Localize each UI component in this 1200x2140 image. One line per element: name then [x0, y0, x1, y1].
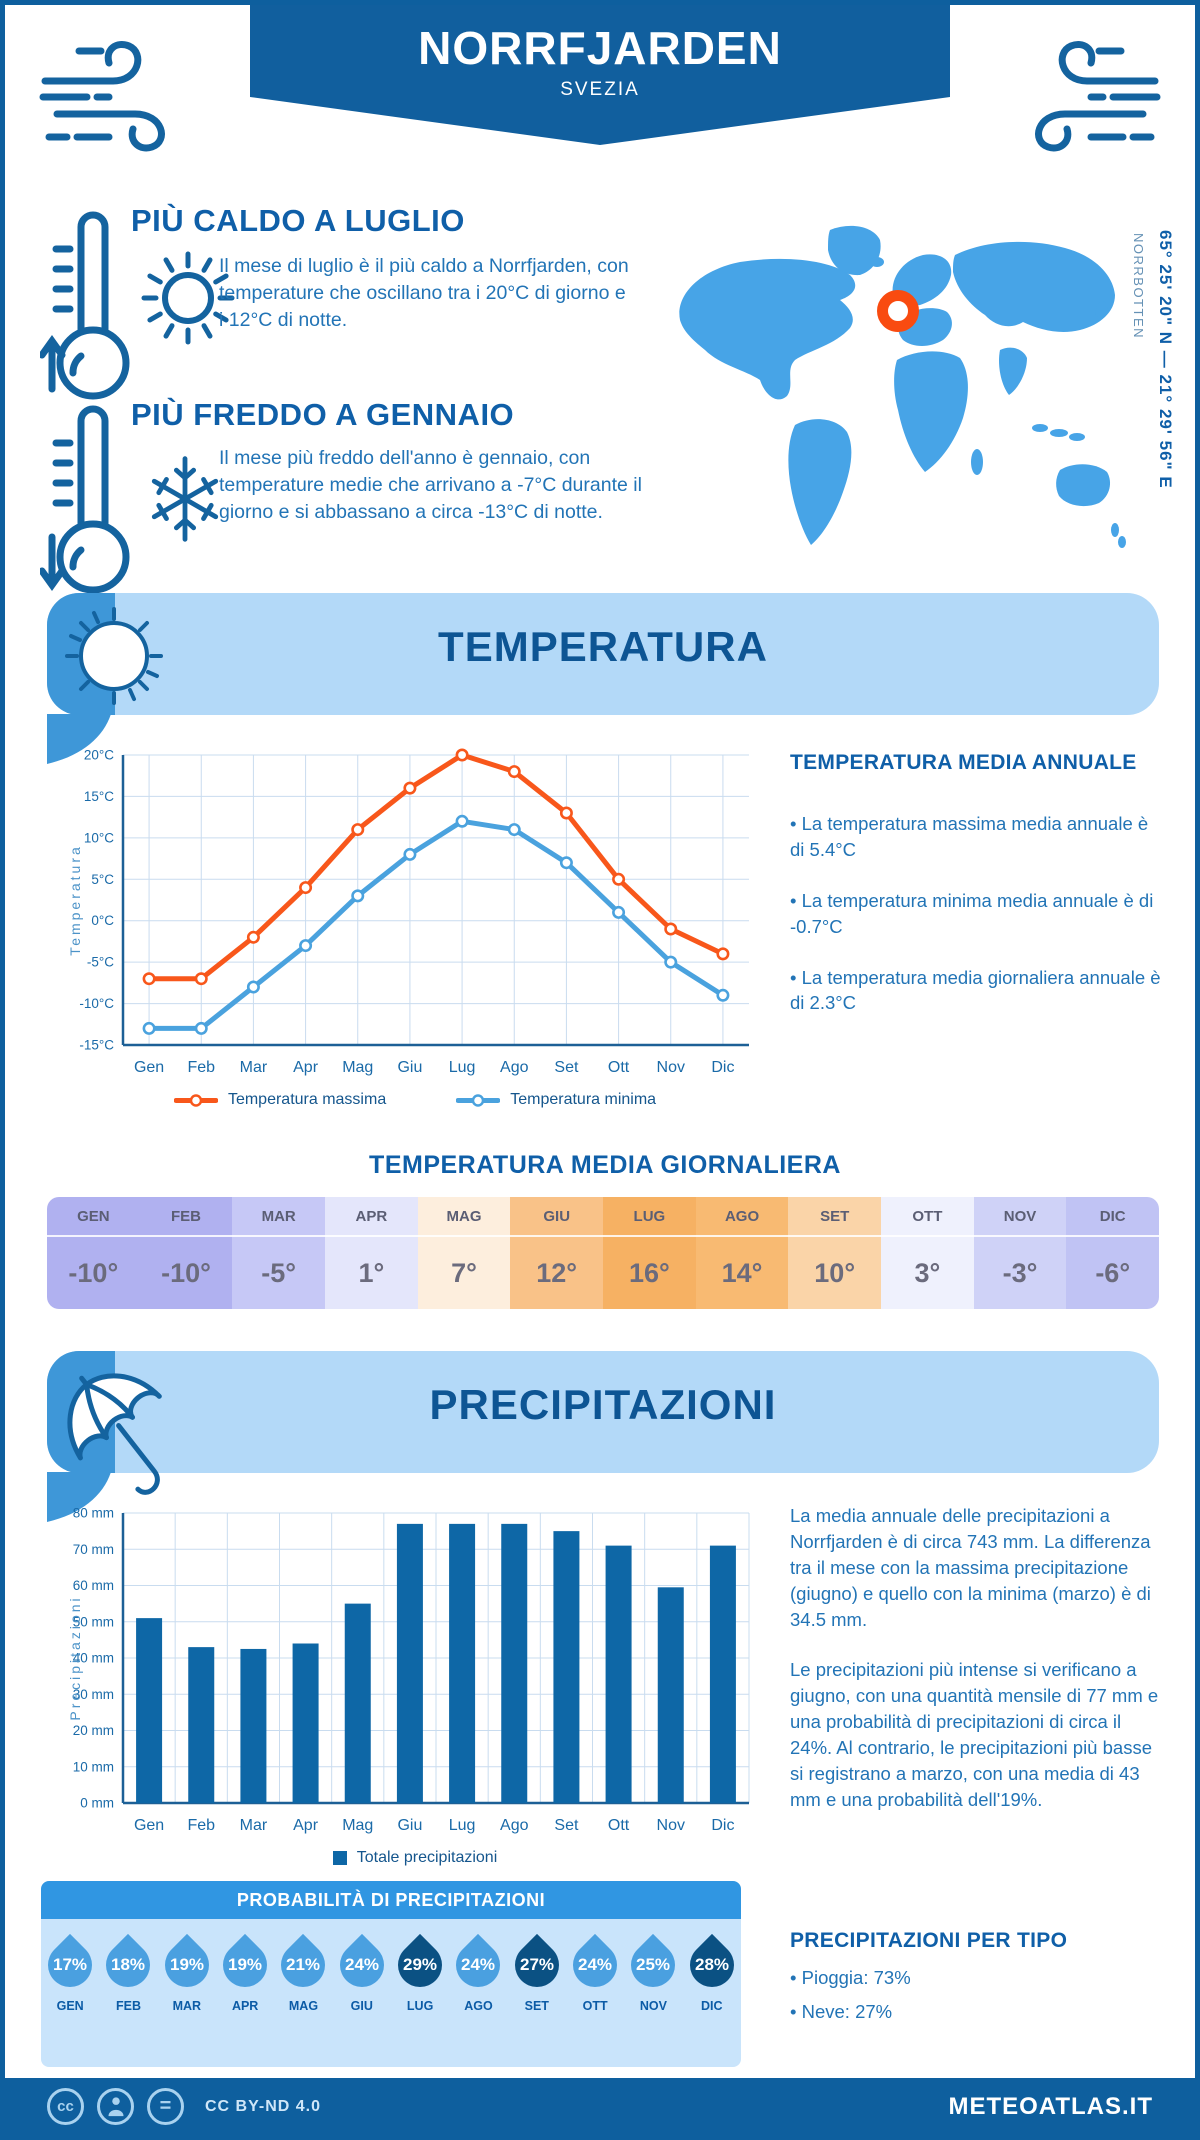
probability-column	[569, 1943, 621, 2013]
daily-temp-cell	[325, 1197, 418, 1309]
svg-text:10°C: 10°C	[83, 830, 114, 846]
probability-column	[336, 1943, 388, 2013]
svg-text:Dic: Dic	[711, 1817, 735, 1834]
svg-text:60 mm: 60 mm	[72, 1578, 114, 1593]
equals-icon: =	[147, 2088, 184, 2125]
temperature-value: -6°	[1095, 1257, 1131, 1288]
droplet-icon: 17%	[39, 1934, 101, 1996]
temperature-value: -10°	[68, 1257, 119, 1288]
annual-temp-bullets	[790, 811, 1162, 1041]
svg-text:Ago: Ago	[500, 1817, 529, 1834]
coordinates-label: 65° 25' 20" N — 21° 29' 56" E	[1156, 230, 1175, 489]
daily-temp-cell	[510, 1197, 603, 1309]
precipitation-paragraph: La media annuale delle precipitazioni a Norrfjarden è di circa 743 mm. La differenza tra il mese con la massima precipitazione (giugno) e quello con la minima (marzo) è di 34.5 mm.	[790, 1505, 1151, 1630]
month-label: APR	[231, 1999, 259, 2013]
svg-text:80 mm: 80 mm	[72, 1505, 114, 1521]
droplet-icon: 24%	[331, 1934, 393, 1996]
legend-label: Totale precipitazioni	[356, 1849, 498, 1866]
annual-temp-heading: TEMPERATURA MEDIA ANNUALE	[790, 751, 1137, 774]
person-icon	[97, 2088, 134, 2125]
precipitation-banner-title: PRECIPITAZIONI	[429, 1381, 777, 1428]
month-label: SET	[524, 1999, 549, 2013]
month-label: APR	[325, 1197, 418, 1237]
page-title: NORRFJARDEN	[418, 22, 782, 74]
droplet-icon: 27%	[506, 1934, 568, 1996]
droplet-icon: 19%	[156, 1934, 218, 1996]
droplet-icon: 21%	[272, 1934, 334, 1996]
svg-text:5°C: 5°C	[91, 871, 114, 887]
svg-text:50 mm: 50 mm	[72, 1614, 114, 1630]
probability-column	[161, 1943, 213, 2013]
site-label: METEOATLAS.IT	[948, 2092, 1153, 2120]
cold-month-text: Il mese più freddo dell'anno è gennaio, con temperature medie che arrivano a -7°C durante il giorno e si abbassano a circa -13°C di notte.	[219, 447, 642, 523]
precip-type-heading: PRECIPITAZIONI PER TIPO	[790, 1929, 1068, 1952]
svg-text:Feb: Feb	[187, 1059, 216, 1076]
month-label: FEB	[115, 1999, 141, 2013]
svg-text:-10°C: -10°C	[79, 996, 114, 1012]
footer-bar	[5, 2078, 1195, 2135]
svg-text:Feb: Feb	[187, 1817, 216, 1834]
daily-temp-table	[47, 1197, 1159, 1309]
precip-type-list	[790, 1965, 1162, 2050]
month-label: NOV	[639, 1999, 667, 2013]
temperature-chart-legend	[65, 1091, 765, 1109]
cold-month-title: PIÙ FREDDO A GENNAIO	[131, 397, 515, 432]
temperature-banner-title: TEMPERATURA	[438, 623, 768, 670]
wind-icon	[1005, 19, 1165, 169]
temperature-value: 16°	[628, 1257, 670, 1288]
legend-swatch	[333, 1851, 347, 1865]
svg-text:Nov: Nov	[656, 1059, 685, 1076]
temperature-value: 12°	[536, 1257, 578, 1288]
daily-temp-cell	[788, 1197, 881, 1309]
svg-text:Mag: Mag	[342, 1817, 374, 1834]
month-label: GIU	[350, 1999, 373, 2013]
temperature-value: 3°	[914, 1257, 941, 1288]
svg-text:Giu: Giu	[397, 1059, 423, 1076]
daily-temp-cell	[603, 1197, 696, 1309]
svg-text:15°C: 15°C	[83, 788, 114, 804]
world-map	[645, 200, 1145, 590]
svg-text:Apr: Apr	[293, 1817, 319, 1834]
temperature-value: -3°	[1002, 1257, 1038, 1288]
temperature-line-chart	[65, 741, 765, 1089]
temperature-value: 14°	[721, 1257, 763, 1288]
droplet-icon: 18%	[97, 1934, 159, 1996]
daily-temp-cell	[696, 1197, 789, 1309]
month-label: SET	[788, 1197, 881, 1237]
daily-temp-cell	[140, 1197, 233, 1309]
probability-column	[394, 1943, 446, 2013]
svg-text:Mag: Mag	[342, 1059, 374, 1076]
svg-text:Ott: Ott	[607, 1817, 630, 1834]
month-label: MAR	[232, 1197, 325, 1237]
temperature-value: 7°	[451, 1257, 477, 1288]
daily-temp-heading: TEMPERATURA MEDIA GIORNALIERA	[369, 1151, 841, 1179]
thermometer-up-icon	[40, 211, 145, 406]
month-label: GIU	[510, 1197, 603, 1237]
month-label: OTT	[881, 1197, 974, 1237]
svg-text:10 mm: 10 mm	[72, 1759, 114, 1775]
month-label: LUG	[406, 1999, 434, 2013]
daily-temp-cell	[881, 1197, 974, 1309]
svg-text:-15°C: -15°C	[79, 1037, 114, 1053]
svg-text:Set: Set	[554, 1817, 579, 1834]
svg-text:Set: Set	[554, 1059, 579, 1076]
month-label: LUG	[603, 1197, 696, 1237]
temperature-value: 10°	[814, 1257, 856, 1288]
svg-text:Giu: Giu	[397, 1817, 423, 1834]
svg-text:20°C: 20°C	[83, 747, 114, 763]
month-label: AGO	[464, 1999, 493, 2013]
month-label: MAG	[418, 1197, 511, 1237]
precipitation-chart-legend	[65, 1849, 765, 1867]
droplet-icon: 29%	[389, 1934, 451, 1996]
droplet-icon: 25%	[622, 1934, 684, 1996]
svg-text:40 mm: 40 mm	[72, 1650, 114, 1666]
probability-column	[627, 1943, 679, 2013]
legend-item: Temperatura massima	[174, 1091, 386, 1109]
license-label: CC BY-ND 4.0	[205, 2097, 322, 2115]
svg-text:Ago: Ago	[500, 1059, 529, 1076]
svg-text:Lug: Lug	[448, 1817, 476, 1834]
probability-column	[219, 1943, 271, 2013]
month-label: GEN	[47, 1197, 140, 1237]
svg-text:Gen: Gen	[133, 1817, 165, 1834]
precipitation-summary	[790, 1503, 1162, 1838]
precip-type-item: • Pioggia: 73%	[790, 1967, 911, 1988]
droplet-icon: 24%	[447, 1934, 509, 1996]
svg-text:Apr: Apr	[293, 1059, 319, 1076]
svg-text:0°C: 0°C	[91, 913, 114, 929]
cc-icon: cc	[47, 2088, 84, 2125]
temperature-value: 1°	[358, 1257, 385, 1288]
svg-text:0 mm: 0 mm	[80, 1795, 114, 1811]
month-label: MAG	[288, 1999, 319, 2013]
month-label: MAR	[172, 1999, 202, 2013]
month-label: OTT	[582, 1999, 608, 2013]
droplet-icon: 24%	[564, 1934, 626, 1996]
month-label: AGO	[696, 1197, 789, 1237]
temperature-value: -5°	[261, 1257, 297, 1288]
legend-item: Temperatura minima	[456, 1091, 656, 1109]
droplet-icon: 28%	[681, 1934, 743, 1996]
svg-text:Mar: Mar	[239, 1817, 268, 1834]
region-label: NORRBOTTEN	[1131, 233, 1146, 339]
month-label: GEN	[56, 1999, 84, 2013]
precipitation-paragraph: Le precipitazioni più intense si verificano a giugno, con una quantità mensile di 77 mm e una probabilità di precipitazioni di circa il 24%. Al contrario, le precipitazioni più basse si registrano a marzo, con una media di 43 mm e una probabilità dell'19%.	[790, 1659, 1159, 1810]
svg-text:Precipitazioni: Precipitazioni	[67, 1595, 83, 1721]
page-subtitle: SVEZIA	[560, 79, 640, 100]
svg-text:-5°C: -5°C	[86, 954, 114, 970]
hot-month-text: Il mese di luglio è il più caldo a Norrfjarden, con temperature che oscillano tra i 20°C di giorno e i 12°C di notte.	[219, 255, 629, 331]
svg-text:Gen: Gen	[133, 1059, 165, 1076]
umbrella-icon	[51, 1355, 201, 1515]
daily-temp-cell	[1066, 1197, 1159, 1309]
probability-column	[511, 1943, 563, 2013]
thermometer-down-icon	[40, 405, 145, 600]
annual-temp-bullet: • La temperatura media giornaliera annuale è di 2.3°C	[790, 966, 1161, 1014]
location-marker	[877, 290, 919, 332]
svg-text:Ott: Ott	[607, 1059, 630, 1076]
svg-text:Temperatura: Temperatura	[67, 844, 83, 956]
daily-temp-cell	[47, 1197, 140, 1309]
month-label: DIC	[1066, 1197, 1159, 1237]
daily-temp-cell	[418, 1197, 511, 1309]
month-label: DIC	[701, 1999, 723, 2013]
temperature-value: -10°	[161, 1257, 211, 1288]
annual-temp-bullet: • La temperatura massima media annuale è di 5.4°C	[790, 813, 1149, 860]
annual-temp-bullet: • La temperatura minima media annuale è di -0.7°C	[790, 889, 1154, 937]
probability-column	[277, 1943, 329, 2013]
daily-temp-cell	[974, 1197, 1067, 1309]
svg-text:70 mm: 70 mm	[72, 1541, 114, 1557]
droplet-icon: 19%	[214, 1934, 276, 1996]
wind-icon	[35, 19, 195, 169]
month-label: FEB	[140, 1197, 233, 1237]
svg-text:30 mm: 30 mm	[72, 1686, 114, 1702]
hot-month-title: PIÙ CALDO A LUGLIO	[131, 203, 465, 238]
probability-column	[452, 1943, 504, 2013]
probability-column	[44, 1943, 96, 2013]
probability-droplets	[41, 1919, 741, 2067]
svg-text:Lug: Lug	[448, 1059, 476, 1076]
svg-text:Mar: Mar	[239, 1059, 268, 1076]
probability-heading: PROBABILITÀ DI PRECIPITAZIONI	[41, 1881, 741, 1919]
probability-column	[102, 1943, 154, 2013]
svg-text:Dic: Dic	[711, 1059, 735, 1076]
month-label: NOV	[974, 1197, 1067, 1237]
precipitation-probability-box	[41, 1881, 741, 2067]
probability-column	[686, 1943, 738, 2013]
precipitation-bar-chart	[65, 1499, 765, 1847]
svg-text:Nov: Nov	[656, 1817, 685, 1834]
daily-temp-cell	[232, 1197, 325, 1309]
precip-type-item: • Neve: 27%	[790, 2000, 893, 2022]
svg-text:20 mm: 20 mm	[72, 1723, 114, 1738]
